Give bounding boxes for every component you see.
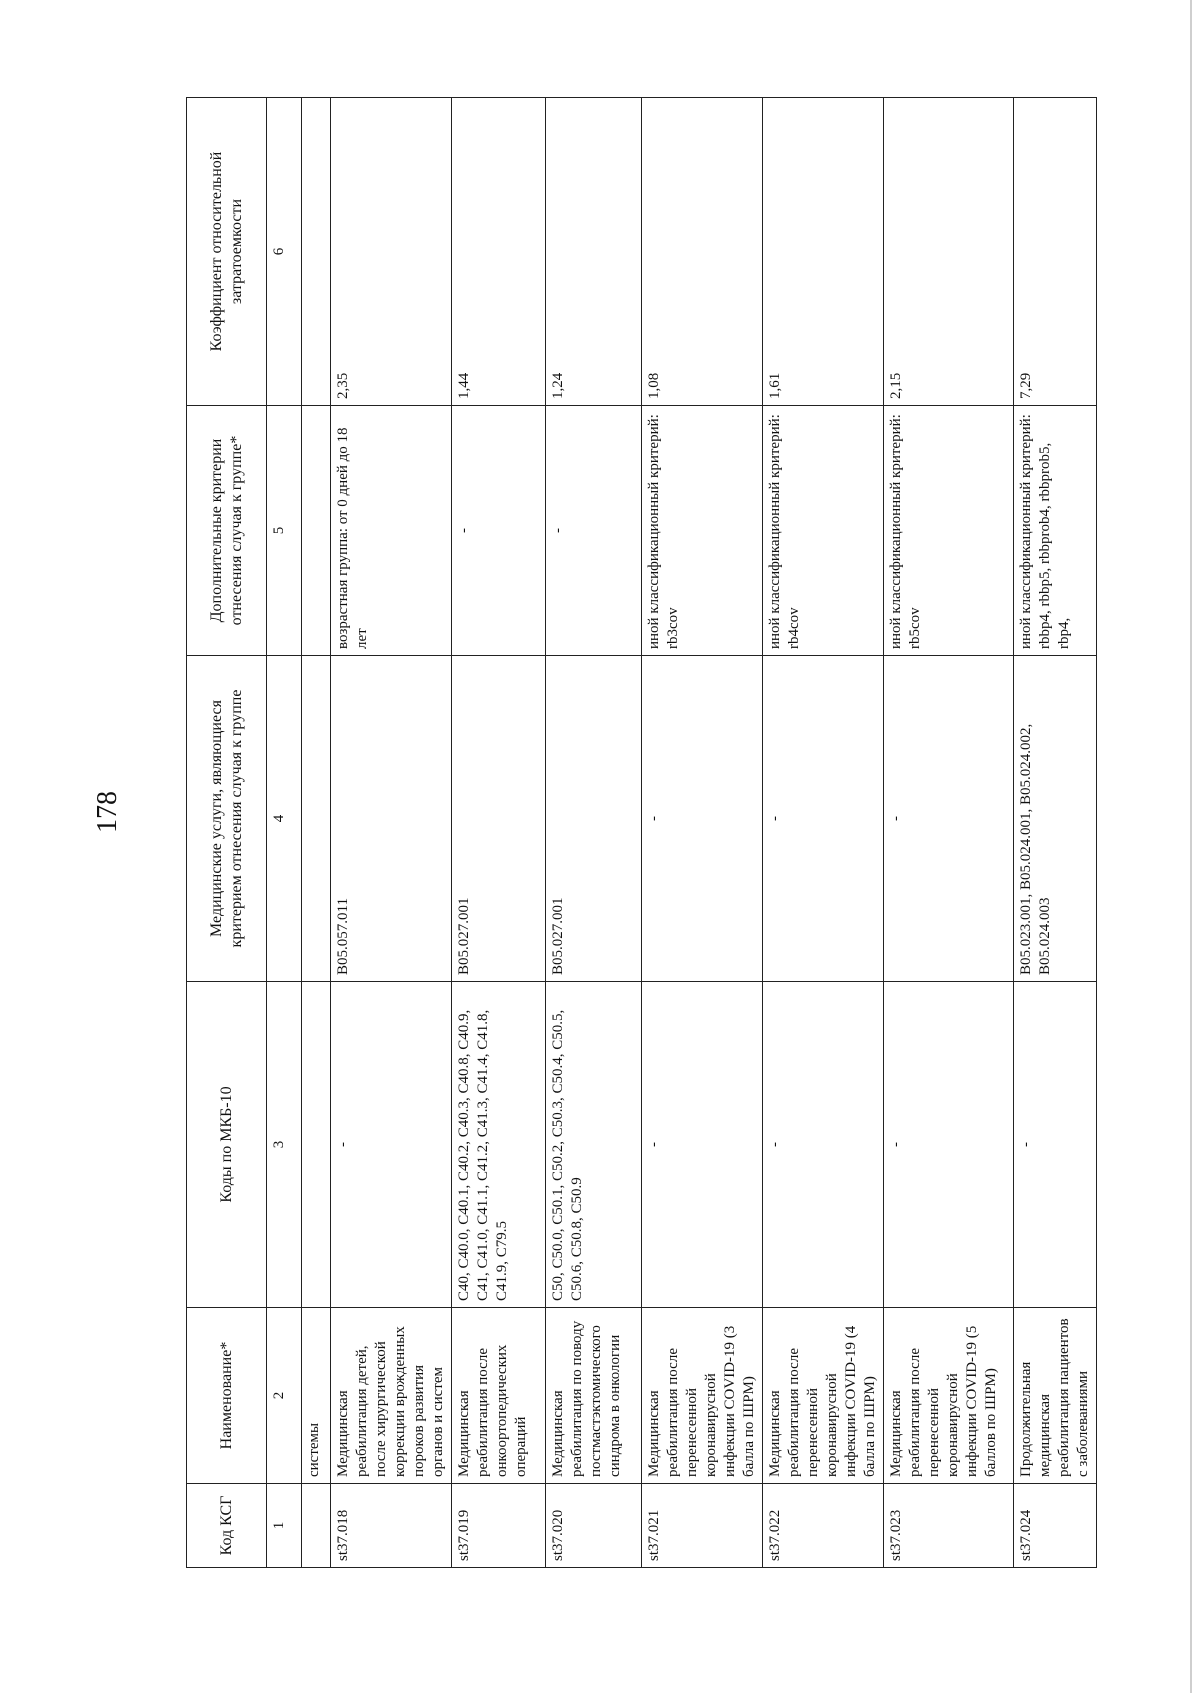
header-criteria: Дополнительные критерии отнесения случая к группе* xyxy=(187,406,267,656)
table-row xyxy=(331,98,452,1568)
ksg-name: Медицинская реабилитация после перенесенной коронавирусной инфекции COVID-19 (4 балла по ШРМ) xyxy=(763,1308,884,1484)
medical-services: - xyxy=(763,656,884,982)
icd-codes: - xyxy=(642,982,763,1308)
empty-cell xyxy=(302,656,331,982)
column-number: 5 xyxy=(267,406,302,656)
ksg-code: st37.021 xyxy=(642,1484,763,1568)
ksg-code: st37.018 xyxy=(331,1484,452,1568)
empty-cell xyxy=(302,406,331,656)
medical-services: B05.027.001 xyxy=(546,656,642,982)
ksg-code: st37.022 xyxy=(763,1484,884,1568)
icd-codes: C50, C50.0, C50.1, C50.2, C50.3, C50.4, C50.5, C50.6, C50.8, C50.9 xyxy=(546,982,642,1308)
header-services: Медицинские услуги, являющиеся критерием отнесения случая к группе xyxy=(187,656,267,982)
header-row xyxy=(187,98,267,1568)
cost-coefficient: 2,35 xyxy=(331,98,452,406)
ksg-code: st37.024 xyxy=(1014,1484,1097,1568)
icd-codes: - xyxy=(1014,982,1097,1308)
empty-cell xyxy=(302,982,331,1308)
additional-criteria: иной классификационный критерий: rb3cov xyxy=(642,406,763,656)
medical-services: B05.027.001 xyxy=(452,656,546,982)
icd-codes: - xyxy=(763,982,884,1308)
icd-codes: C40, C40.0, C40.1, C40.2, C40.3, C40.8, C40.9, C41, C41.0, C41.1, C41.2, C41.3, C41.4, C41.8, C41.9, C79.5 xyxy=(452,982,546,1308)
header-name: Наименование* xyxy=(187,1308,267,1484)
ksg-name: Медицинская реабилитация после перенесенной коронавирусной инфекции COVID-19 (5 баллов по ШРМ) xyxy=(884,1308,1014,1484)
column-number: 6 xyxy=(267,98,302,406)
table-row xyxy=(1014,98,1097,1568)
ksg-table xyxy=(186,97,1097,1568)
medical-services: - xyxy=(884,656,1014,982)
header-icd: Коды по МКБ-10 xyxy=(187,982,267,1308)
additional-criteria: иной классификационный критерий: rb5cov xyxy=(884,406,1014,656)
cost-coefficient: 2,15 xyxy=(884,98,1014,406)
medical-services: B05.023.001, B05.024.001, B05.024.002, B05.024.003 xyxy=(1014,656,1097,982)
icd-codes: - xyxy=(884,982,1014,1308)
continuation-row xyxy=(302,98,331,1568)
table-row xyxy=(546,98,642,1568)
icd-codes: - xyxy=(331,982,452,1308)
column-number-row xyxy=(267,98,302,1568)
ksg-code: st37.023 xyxy=(884,1484,1014,1568)
ksg-code: st37.019 xyxy=(452,1484,546,1568)
additional-criteria: иной классификационный критерий: rbbp4, rbbp5, rbbprob4, rbbprob5, rbp4, xyxy=(1014,406,1097,656)
cost-coefficient: 1,61 xyxy=(763,98,884,406)
table-row xyxy=(452,98,546,1568)
additional-criteria: иной классификационный критерий: rb4cov xyxy=(763,406,884,656)
rotated-table-container xyxy=(186,98,1200,1568)
column-number: 2 xyxy=(267,1308,302,1484)
ksg-name: Медицинская реабилитация детей, после хирургической коррекции врожденных пороков развития органов и систем xyxy=(331,1308,452,1484)
ksg-name: Медицинская реабилитация после перенесенной коронавирусной инфекции COVID-19 (3 балла по ШРМ) xyxy=(642,1308,763,1484)
header-code: Код КСГ xyxy=(187,1484,267,1568)
additional-criteria: возрастная группа: от 0 дней до 18 лет xyxy=(331,406,452,656)
ksg-name: Медицинская реабилитация по поводу постмастэктомического синдрома в онкологии xyxy=(546,1308,642,1484)
column-number: 3 xyxy=(267,982,302,1308)
ksg-code: st37.020 xyxy=(546,1484,642,1568)
table-row xyxy=(884,98,1014,1568)
continuation-text: системы xyxy=(302,1308,331,1484)
header-coef: Коэффициент относительной затратоемкости xyxy=(187,98,267,406)
cost-coefficient: 1,08 xyxy=(642,98,763,406)
empty-cell xyxy=(302,1484,331,1568)
table-row xyxy=(642,98,763,1568)
additional-criteria: - xyxy=(546,406,642,656)
column-number: 1 xyxy=(267,1484,302,1568)
cost-coefficient: 7,29 xyxy=(1014,98,1097,406)
additional-criteria: - xyxy=(452,406,546,656)
page-number: 178 xyxy=(92,791,123,833)
cost-coefficient: 1,24 xyxy=(546,98,642,406)
medical-services: - xyxy=(642,656,763,982)
column-number: 4 xyxy=(267,656,302,982)
ksg-name: Медицинская реабилитация после онкоортопедических операций xyxy=(452,1308,546,1484)
cost-coefficient: 1,44 xyxy=(452,98,546,406)
empty-cell xyxy=(302,98,331,406)
table-row xyxy=(763,98,884,1568)
medical-services: B05.057.011 xyxy=(331,656,452,982)
ksg-name: Продолжительная медицинская реабилитация пациентов с заболеваниями xyxy=(1014,1308,1097,1484)
